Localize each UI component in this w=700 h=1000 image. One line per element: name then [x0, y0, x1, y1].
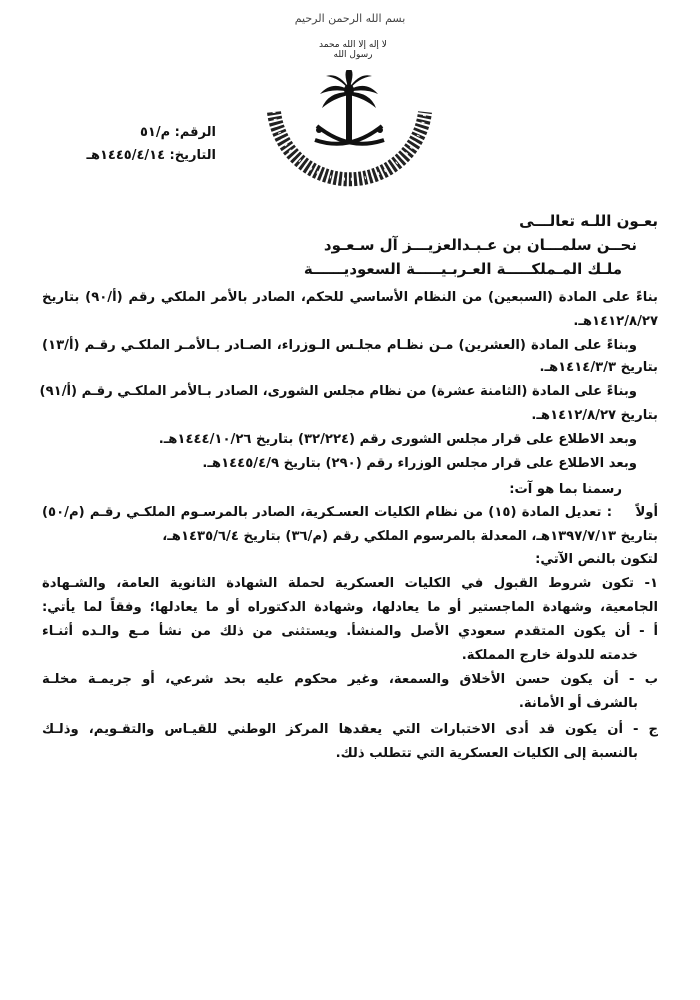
paragraph-6: رسمنا بما هو آت:: [509, 482, 622, 497]
preamble-kingdom: ملـك المـملكـــــة العـربـيـــــة السعوديــــــة: [303, 260, 622, 278]
clause-a: أ - أن يكون المتقدم سعودي الأصل والمنشأ. ويستثنى من ذلك من نشأ مـع والـده أثنـاء: [42, 624, 658, 639]
clause-b: ب - أن يكون حسن الأخلاق والسمعة، وغير محكوم عليه بحد شرعي، أو جريمـة مخلـة: [42, 672, 658, 687]
basmala: بسم الله الرحمن الرحيم: [294, 12, 406, 25]
article-one-line-1: : تعديل المادة (١٥) من نظام الكليات العسـكرية، الصادر بالمرسـوم الملكـي رقـم (م/٥٠): [42, 505, 612, 520]
saudi-emblem-icon: [262, 70, 437, 205]
preamble-invocation: بعـون اللـه تعالـــى: [519, 212, 658, 230]
paragraph-3: وبناءً على المادة (الثامنة عشرة) من نظام مجلس الشورى، الصادر بـالأمر الملكـي رقـم (أ/٩١): [39, 384, 637, 399]
paragraph-1: بناءً على المادة (السبعين) من النظام الأساسي للحكم، الصادر بالأمر الملكي رقم (أ/٩٠) بتاريخ: [42, 290, 658, 305]
reference-date: التاريخ: ١٤٤٥/٤/١٤هـ: [86, 148, 216, 163]
clause-c-cont: بالنسبة إلى الكليات العسكرية التي تتطلب ذلك.: [335, 746, 638, 761]
paragraph-5: وبعد الاطلاع على قرار مجلس الوزراء رقم (٢٩٠) بتاريخ ١٤٤٥/٤/٩هـ.: [202, 456, 637, 471]
clause-1-cont: الجامعية، وشهادة الماجستير أو ما يعادلها، وشهادة الدكتوراه أو ما يعادلها؛ وفقاً لما يأتي:: [42, 600, 658, 615]
clause-c: ج - أن يكون قد أدى الاختبارات التي يعقدها المركز الوطني للقيـاس والتقـويم، وذلـك: [42, 722, 658, 737]
paragraph-1-cont: ١٤١٢/٨/٢٧هـ.: [573, 314, 658, 329]
clause-b-cont: بالشرف أو الأمانة.: [518, 696, 638, 711]
paragraph-4: وبعد الاطلاع على قرار مجلس الشورى رقم (٣٢/٢٢٤) بتاريخ ١٤٤٤/١٠/٢٦هـ.: [158, 432, 637, 447]
article-one-line-3: لتكون بالنص الآتي:: [535, 552, 658, 567]
preamble-king-name: نحــن سلمـــان بن عـبـدالعزيـــز آل سـعـود: [323, 236, 637, 254]
shahada-calligraphy: لا إله إلا الله محمد رسول الله: [319, 40, 387, 60]
paragraph-2: وبناءً على المادة (العشرين) مـن نظـام مجلـس الـوزراء، الصـادر بـالأمـر الملكـي رقـم (أ/١٣): [42, 338, 637, 353]
article-label: أولاً: [635, 505, 658, 520]
reference-number: الرقم: م/٥١: [139, 125, 216, 140]
paragraph-2-cont: بتاريخ ١٤١٤/٣/٣هـ.: [539, 360, 658, 375]
clause-a-cont: خدمته للدولة خارج المملكة.: [461, 648, 638, 663]
clause-1: ١- تكون شروط القبول في الكليات العسكرية لحملة الشهادة الثانوية العامة، والشـهادة: [42, 576, 658, 591]
paragraph-3-cont: بتاريخ ١٤١٢/٨/٢٧هـ.: [531, 408, 658, 423]
article-one-line-2: بتاريخ ١٣٩٧/٧/١٣هـ، المعدلة بالمرسوم الملكي رقم (م/٣٦) بتاريخ ١٤٣٥/٦/٤هـ،: [162, 529, 658, 544]
